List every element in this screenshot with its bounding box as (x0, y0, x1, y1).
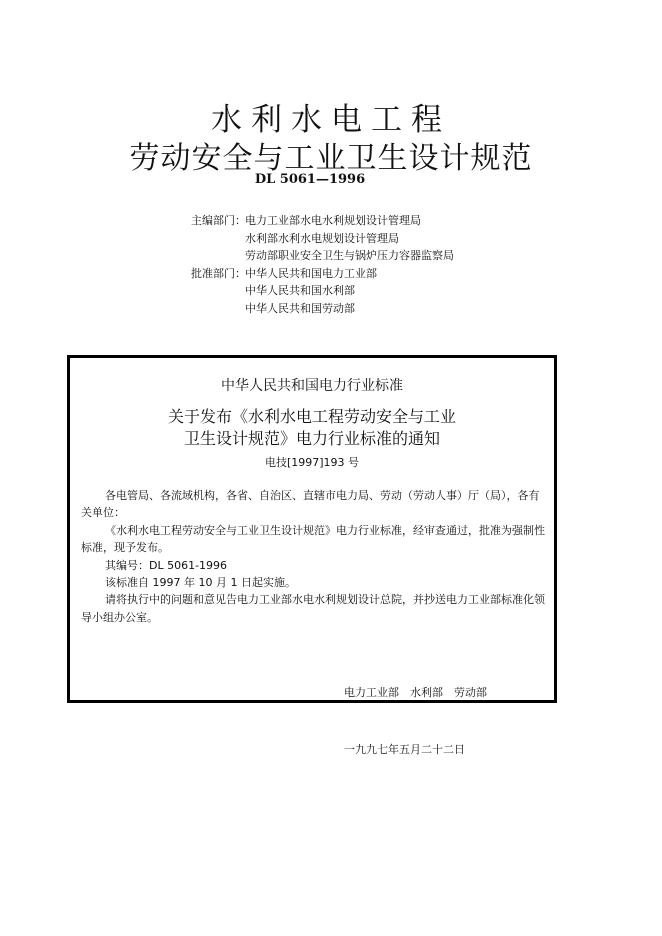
notice-title (70, 406, 554, 450)
notice-paragraph: 该标准自 1997 年 10 月 1 日起实施。 (105, 576, 296, 590)
notice-paragraph: 各电管局、各流域机构，各省、自治区、直辖市电力局、劳动（劳动人事）厅（局），各有关单位： (81, 489, 540, 520)
notice-doc-number: 电技[1997]193 号 (264, 456, 360, 469)
editor-row (191, 212, 454, 230)
document-title-line2: 劳动安全与工业卫生设计规范 (129, 141, 533, 176)
approvers-label: 批准部门： (191, 266, 246, 280)
editor-name: 劳动部职业安全卫生与锅炉压力容器监察局 (245, 249, 454, 263)
document-title-line1: 水利水电工程 (211, 102, 451, 138)
editor-name: 电力工业部水电水利规划设计管理局 (245, 214, 421, 227)
editors-label: 主编部门： (191, 214, 246, 227)
notice-paragraph: 《水利水电工程劳动安全与工业卫生设计规范》电力行业标准，经审查通过，批准为强制性标准，现予发布。 (81, 523, 545, 555)
notice-standard-line: 中华人民共和国电力行业标准 (221, 378, 403, 394)
notice-paragraph: 其编号：DL 5061-1996 (105, 558, 228, 572)
approver-row (191, 265, 454, 283)
editor-row (191, 230, 454, 248)
notice-paragraph: 请将执行中的问题和意见告电力工业部水电水利规划设计总院，并抄送电力工业部标准化领导小组办公室。 (81, 593, 545, 624)
notice-title-line2: 卫生设计规范》电力行业标准的通知 (183, 429, 440, 448)
department-info (191, 212, 454, 318)
standard-code: DL 5061—1996 (254, 172, 366, 187)
approver-row (191, 282, 454, 300)
notice-box (67, 355, 557, 756)
approver-row (191, 300, 454, 318)
approver-name: 中华人民共和国电力工业部 (245, 266, 377, 280)
approver-name: 中华人民共和国劳动部 (245, 301, 355, 315)
notice-body (81, 487, 547, 626)
editor-name: 水利部水利水电规划设计管理局 (245, 231, 399, 245)
approver-name: 中华人民共和国水利部 (245, 284, 355, 298)
notice-signature (344, 645, 487, 797)
notice-title-line1: 关于发布《水利水电工程劳动安全与工业 (167, 407, 456, 426)
editor-row (191, 247, 454, 265)
notice-date: 一九九七年五月二十二日 (344, 743, 465, 756)
notice-signers: 电力工业部 水利部 劳动部 (344, 686, 487, 699)
